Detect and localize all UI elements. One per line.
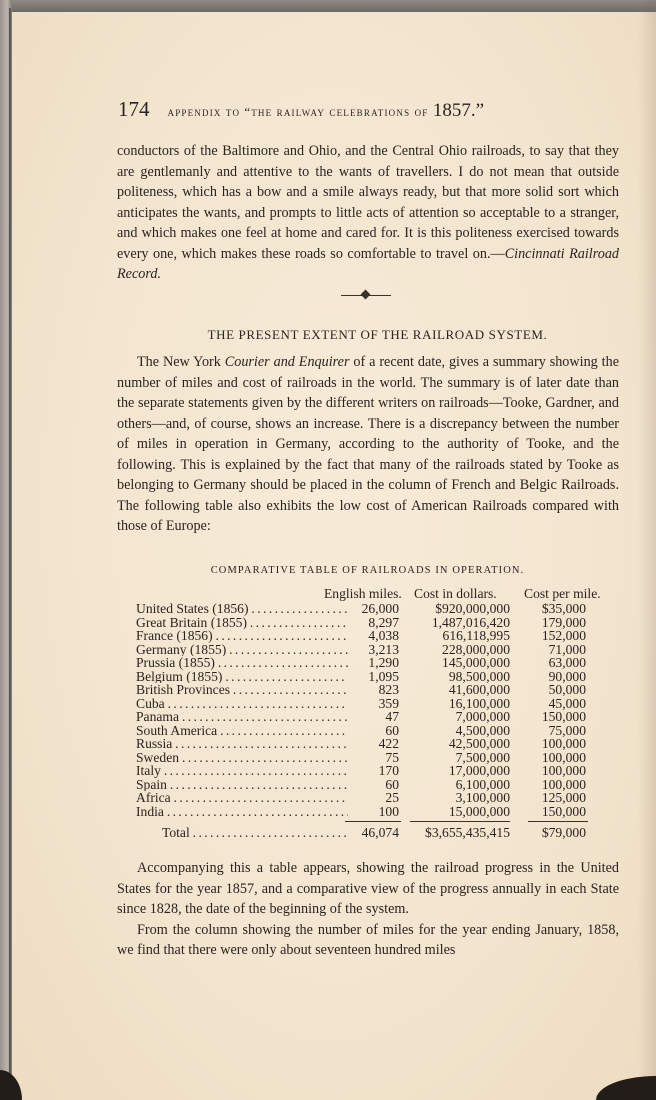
cost-cell: 3,100,000: [455, 790, 510, 805]
table-row: [136, 683, 606, 697]
per-mile-cell: 75,000: [548, 722, 586, 738]
running-title-prefix: appendix to “the railway celebrations of: [167, 105, 433, 119]
cost-cell: 7,000,000: [455, 709, 510, 724]
miles-cell: 170: [378, 763, 399, 778]
table-row: [136, 643, 606, 657]
per-mile-cell: 179,000: [541, 614, 586, 630]
intro-text-1: The New York: [137, 354, 225, 370]
country-name: Great Britain (1855) . . .: [136, 616, 348, 630]
closing-paragraph-2: From the column showing the number of miles for the year ending January, 1858, we find that there were only about seventeen hundred miles: [117, 921, 619, 958]
per-mile-cell: 100,000: [541, 736, 586, 751]
country-name: Panama . . .: [136, 710, 348, 724]
country-name: Spain . . .: [136, 778, 348, 792]
country-name: India . . .: [136, 805, 348, 819]
table-row: [136, 724, 606, 738]
country-name: France (1856) . . .: [136, 629, 348, 643]
miles-cell: 359: [378, 695, 399, 711]
scan-left-edge: [0, 0, 12, 1100]
cost-cell: 616,118,995: [442, 628, 510, 643]
table-row: [136, 670, 606, 684]
rule-cost: [410, 821, 510, 822]
country-name: British Provinces . . .: [136, 683, 348, 697]
per-mile-cell: 150,000: [541, 709, 586, 724]
country-name: South America . . .: [136, 724, 348, 738]
country-name: Germany (1855) . . .: [136, 643, 348, 657]
country-name: Belgium (1855) . . .: [136, 670, 348, 684]
miles-cell: 100: [378, 803, 399, 819]
per-mile-cell: 63,000: [548, 655, 586, 670]
country-name: Africa . . .: [136, 791, 348, 805]
per-mile-cell: $35,000: [541, 601, 586, 616]
running-head: [118, 97, 628, 122]
miles-cell: 1,290: [368, 655, 399, 670]
table-header: [136, 586, 606, 602]
per-mile-cell: 100,000: [541, 763, 586, 778]
table-row: [136, 764, 606, 778]
per-mile-cell: 150,000: [541, 803, 586, 819]
cost-cell: 1,487,016,420: [431, 614, 510, 630]
cost-cell: 42,500,000: [448, 736, 510, 751]
per-mile-cell: 50,000: [548, 682, 586, 697]
table-row: [136, 602, 606, 616]
cost-cell: 6,100,000: [455, 776, 510, 792]
page-number: 174: [118, 97, 150, 121]
table-row: [136, 697, 606, 711]
section-ornament: [341, 290, 391, 300]
newspaper-name-2: Enquirer: [298, 354, 350, 370]
miles-cell: 8,297: [368, 614, 399, 630]
table-body: [136, 602, 606, 818]
running-title: [167, 100, 485, 121]
page-gutter-shadow: [638, 0, 656, 1100]
total-cost: $3,655,435,415: [425, 825, 510, 840]
miles-cell: 60: [385, 776, 399, 792]
per-mile-cell: 100,000: [541, 776, 586, 792]
country-name: Russia . . .: [136, 737, 348, 751]
per-mile-cell: 90,000: [548, 668, 586, 684]
table-row: [136, 710, 606, 724]
country-name: Cuba . . .: [136, 697, 348, 711]
closing-paragraph-1: Accompanying this a table appears, showing the railroad progress in the United States for the year 1857, and a comparative view of the progress annually in each State since 1828, the date of the beginning of the system.: [117, 860, 619, 917]
table-row: [136, 778, 606, 792]
closing-paragraphs: [117, 858, 619, 961]
intro-text-2: and: [269, 354, 299, 370]
miles-cell: 75: [385, 749, 399, 765]
scan-top-edge: [0, 0, 656, 12]
country-name: Prussia (1855) . . .: [136, 656, 348, 670]
cost-cell: 98,500,000: [448, 668, 510, 684]
cost-cell: $920,000,000: [435, 601, 510, 616]
table-row: [136, 791, 606, 805]
header-miles: English miles.: [324, 586, 402, 601]
miles-cell: 3,213: [368, 641, 399, 657]
miles-cell: 60: [385, 722, 399, 738]
intro-text-3: of a recent date, gives a summary showing the number of miles and cost of railroads in the world. The summary is of later date than the separate statements given by the different writers on railroads—Tooke, Gardner, and others—and, of course, shows an increase. There is a discrepancy between the number of miles in operation in Germany, according to the authority of Tooke, and the following. This is explained by the fact that many of the railroads stated by Tooke as belonging to Germany should be placed in the column of French and Belgic Railroads. The following table also exhibits the low cost of American Railroads compared with those of Europe:: [117, 354, 620, 534]
table-row: [136, 656, 606, 670]
cost-cell: 41,600,000: [448, 682, 510, 697]
table-row: [136, 805, 606, 819]
railroad-table: [136, 586, 606, 840]
per-mile-cell: 45,000: [548, 695, 586, 711]
total-per-mile: $79,000: [541, 825, 586, 840]
miles-cell: 1,095: [368, 668, 399, 684]
per-mile-cell: 71,000: [548, 641, 586, 657]
newspaper-name-1: Courier: [224, 354, 270, 370]
running-title-year: 1857.”: [432, 100, 485, 121]
opening-paragraph: [117, 141, 619, 285]
country-name: Italy . . .: [136, 764, 348, 778]
rule-miles: [345, 821, 401, 822]
cost-cell: 16,100,000: [448, 695, 510, 711]
header-cost: Cost in dollars.: [414, 586, 497, 601]
cost-cell: 4,500,000: [455, 722, 510, 738]
opening-text: conductors of the Baltimore and Ohio, and the Central Ohio railroads, to say that they are gentlemanly and attentive to the wants of travellers. I do not mean that outside politeness, which has a bow and a smile always ready, but that more solid sort which anticipates the wants, and prompts to little acts of attention so acceptable to a stranger, and which makes one feel at home and cared for. It is this politeness exercised towards every one, which makes these roads so comfortable to travel on.—: [117, 143, 619, 262]
cost-cell: 15,000,000: [448, 803, 510, 819]
table-row: [136, 616, 606, 630]
per-mile-cell: 125,000: [541, 790, 586, 805]
intro-paragraph: [117, 352, 619, 537]
table-row: [136, 629, 606, 643]
cost-cell: 7,500,000: [455, 749, 510, 765]
diamond-icon: [361, 290, 371, 300]
rule-per-mile: [528, 821, 588, 822]
opening-source: Cincinnati Railroad Record.: [117, 245, 620, 282]
cost-cell: 17,000,000: [448, 763, 510, 778]
miles-cell: 422: [378, 736, 399, 751]
country-name: Sweden . . .: [136, 751, 348, 765]
miles-cell: 4,038: [368, 628, 399, 643]
country-name: United States (1856) . . .: [136, 602, 348, 616]
table-row: [136, 751, 606, 765]
total-label: Total . . .: [162, 826, 348, 840]
per-mile-cell: 100,000: [541, 749, 586, 765]
cost-cell: 228,000,000: [442, 641, 510, 657]
miles-cell: 47: [385, 709, 399, 724]
miles-cell: 25: [385, 790, 399, 805]
total-row: [136, 826, 606, 840]
total-miles: 46,074: [361, 825, 399, 840]
per-mile-cell: 152,000: [541, 628, 586, 643]
section-title: THE PRESENT EXTENT OF THE RAILROAD SYSTEM.: [207, 327, 548, 342]
header-per-mile: Cost per mile.: [524, 586, 601, 601]
table-row: [136, 737, 606, 751]
miles-cell: 26,000: [361, 601, 399, 616]
cost-cell: 145,000,000: [442, 655, 510, 670]
table-title: COMPARATIVE TABLE OF RAILROADS IN OPERATION.: [210, 565, 525, 576]
miles-cell: 823: [378, 682, 399, 697]
